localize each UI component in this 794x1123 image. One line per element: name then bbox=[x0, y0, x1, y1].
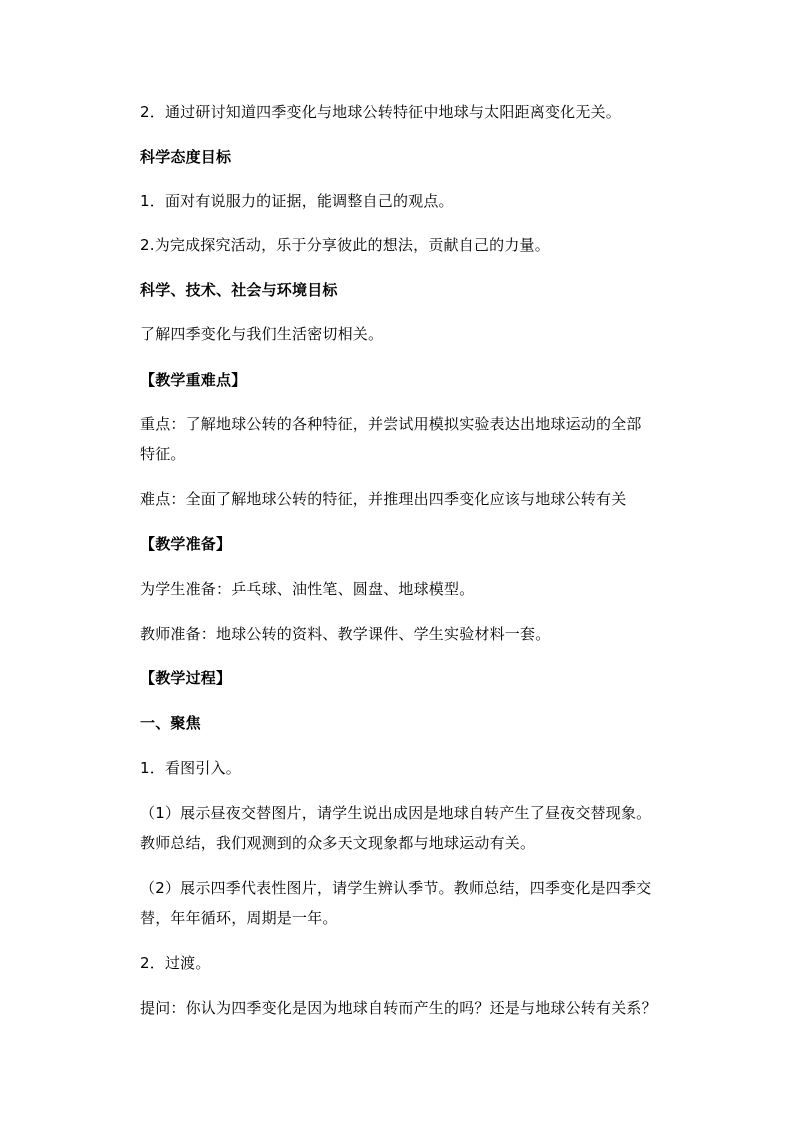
key-point-focus-line-2: 特征。 bbox=[140, 445, 186, 463]
process-step-1: 1．看图引入。 bbox=[140, 759, 241, 777]
knowledge-objective-item-2: 2．通过研讨知道四季变化与地球公转特征中地球与太阳距离变化无关。 bbox=[140, 103, 621, 121]
attitude-objective-heading: 科学态度目标 bbox=[140, 148, 232, 166]
process-section-1-title: 一、聚焦 bbox=[140, 714, 201, 732]
attitude-objective-item-2: 2.为完成探究活动，乐于分享彼此的想法，贡献自己的力量。 bbox=[140, 236, 550, 254]
process-step-1a-line-2: 教师总结，我们观测到的众多天文现象都与地球运动有关。 bbox=[140, 834, 536, 852]
key-points-heading: 【教学重难点】 bbox=[140, 371, 247, 389]
sts-objective-heading: 科学、技术、社会与环境目标 bbox=[140, 281, 338, 299]
process-question: 提问：你认为四季变化是因为地球自转而产生的吗？还是与地球公转有关系？ bbox=[140, 999, 657, 1017]
key-point-focus-line-1: 重点：了解地球公转的各种特征，并尝试用模拟实验表达出地球运动的全部 bbox=[140, 415, 642, 433]
process-step-2: 2．过渡。 bbox=[140, 954, 211, 972]
process-heading: 【教学过程】 bbox=[140, 669, 232, 687]
sts-objective-text: 了解四季变化与我们生活密切相关。 bbox=[140, 325, 384, 343]
process-step-1b-line-1: （2）展示四季代表性图片，请学生辨认季节。教师总结，四季变化是四季交 bbox=[140, 879, 652, 897]
preparation-students: 为学生准备：乒乓球、油性笔、圆盘、地球模型。 bbox=[140, 580, 475, 598]
preparation-teacher: 教师准备：地球公转的资料、教学课件、学生实验材料一套。 bbox=[140, 625, 551, 643]
preparation-heading: 【教学准备】 bbox=[140, 535, 232, 553]
process-step-1a-line-1: （1）展示昼夜交替图片，请学生说出成因是地球自转产生了昼夜交替现象。 bbox=[140, 804, 652, 822]
process-step-1b-line-2: 替，年年循环，周期是一年。 bbox=[140, 909, 338, 927]
attitude-objective-item-1: 1．面对有说服力的证据，能调整自己的观点。 bbox=[140, 192, 454, 210]
key-point-difficulty: 难点：全面了解地球公转的特征，并推理出四季变化应该与地球公转有关 bbox=[140, 490, 627, 508]
